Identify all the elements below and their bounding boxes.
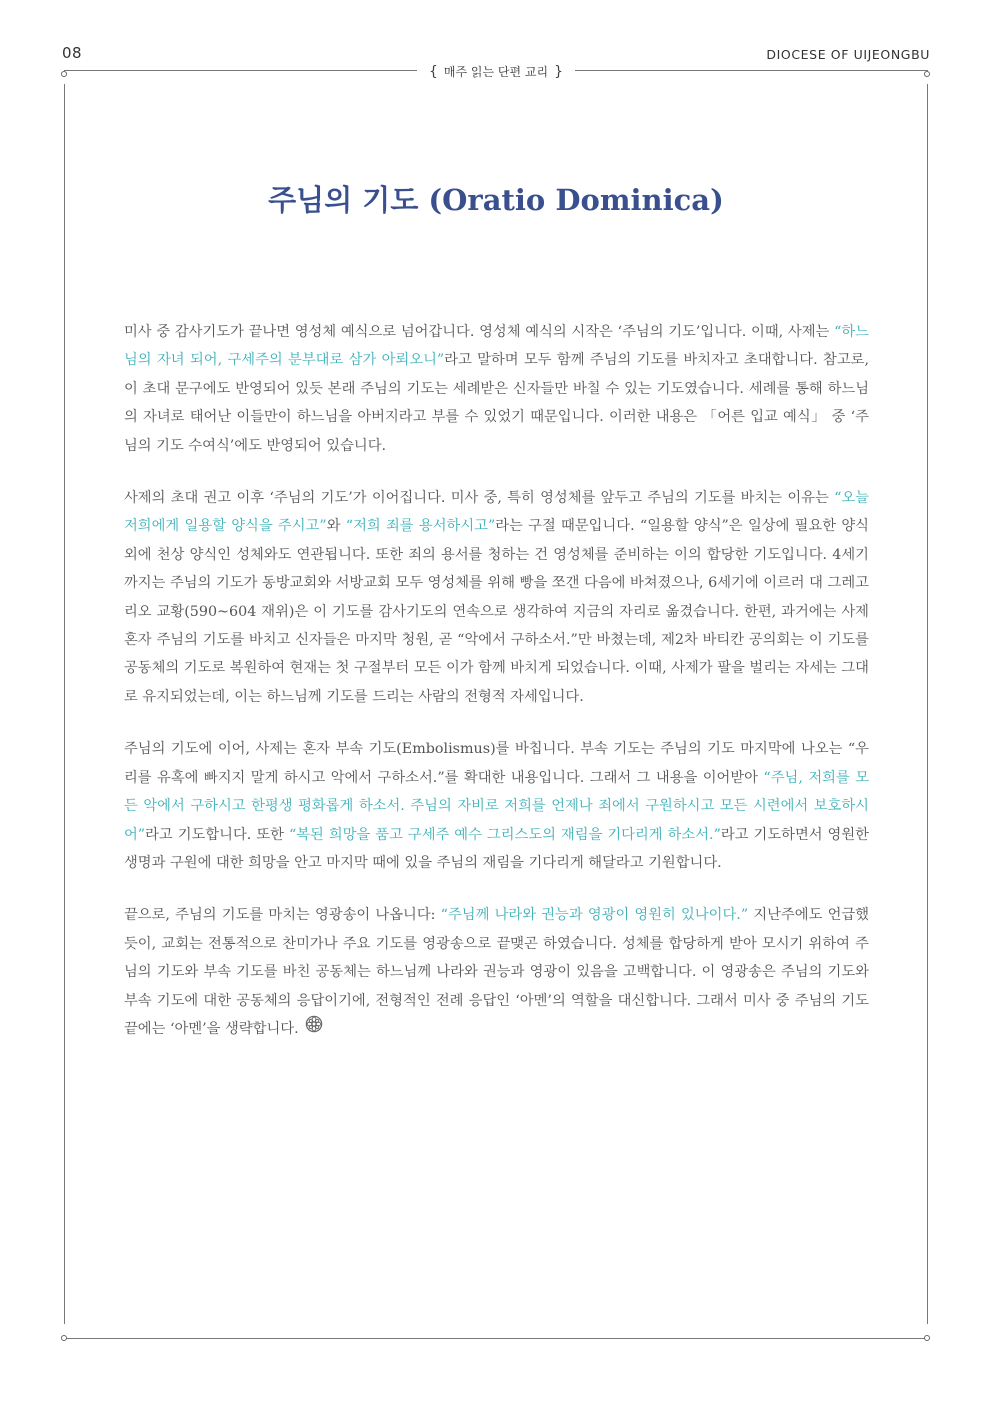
rosette-end-icon — [305, 1015, 323, 1043]
highlight-quote: “주님, 저희를 모든 악에서 구하시고 한평생 평화롭게 하소서. 주님의 자비로 저희를 언제나 죄에서 구원하시고 모든 시련에서 보호하시어” — [124, 769, 869, 843]
text-span: 끝으로, 주님의 기도를 마치는 영광송이 나옵니다: — [124, 907, 441, 924]
series-title: 매주 읽는 단편 교리 — [443, 65, 549, 79]
text-span: 라고 기도합니다. 또한 — [145, 826, 289, 843]
text-span: 지난주에도 언급했듯이, 교회는 전통적으로 찬미가나 주요 기도를 영광송으로 끝맺곤 하였습니다. 성체를 합당하게 받아 모시기 위하여 주님의 기도와 부속 기도를 바친 공동체는 하느님께 나라와 권능과 영광이 있음을 고백합니다. 이 영광송은 주님의 기도와 부속 기도에 대한 공동체의 응답이기에, 전형적인 전례 응답인 ‘아멘’의 역할을 대신합니다. 그래서 미사 중 주님의 기도 끝에는 ‘아멘’을 생략합니다. — [124, 907, 870, 1038]
bottom-rule — [64, 1338, 928, 1339]
text-span: 라고 기도하면서 영원한 생명과 구원에 대한 희망을 안고 마지막 때에 있을 주님의 재림을 기다리게 해달라고 기원합니다. — [124, 826, 869, 871]
brace-left-icon: { — [428, 64, 438, 80]
article-body — [124, 318, 869, 1068]
text-span: 라는 구절 때문입니다. “일용할 양식”은 일상에 필요한 양식 외에 천상 양식인 성체와도 연관됩니다. 또한 죄의 용서를 청하는 건 영성체를 준비하는 이의 합당한 기도입니다. 4세기까지는 주님의 기도가 동방교회와 서방교회 모두 영성체를 위해 빵을 쪼갠 다음에 바쳐졌으나, 6세기에 이르러 대 그레고리오 교황(590~604 재위)은 이 기도를 감사기도의 연속으로 생각하여 지금의 자리로 옮겼습니다. 한편, 과거에는 사제 혼자 주님의 기도를 바치고 신자들은 마지막 청원, 곧 “악에서 구하소서.”만 바쳤는데, 제2차 바티칸 공의회는 이 기도를 공동체의 기도로 복원하여 현재는 첫 구절부터 모든 이가 함께 바치게 되었습니다. 이때, 사제가 팔을 벌리는 자세는 그대로 유지되었는데, 이는 하느님께 기도를 드리는 사람의 전형적 자세입니다. — [124, 518, 869, 705]
page-title: 주님의 기도 (Oratio Dominica) — [268, 183, 724, 217]
text-span: 미사 중 감사기도가 끝나면 영성체 예식으로 넘어갑니다. 영성체 예식의 시작은 ‘주님의 기도’입니다. 이때, 사제는 — [124, 324, 835, 340]
corner-dot-top-right — [924, 71, 930, 77]
text-span: 와 — [326, 518, 346, 535]
left-rule — [64, 84, 65, 1324]
text-span: 사제의 초대 권고 이후 ‘주님의 기도’가 이어집니다. 미사 중, 특히 영성체를 앞두고 주님의 기도를 바치는 이유는 — [124, 490, 835, 507]
paragraph-2 — [124, 484, 869, 711]
highlight-quote: “하느님의 자녀 되어, 구세주의 분부대로 삼가 아뢰오니” — [124, 324, 869, 369]
paragraph-3 — [124, 735, 869, 877]
brace-right-icon: } — [554, 64, 564, 80]
highlight-quote: “저희 죄를 용서하시고” — [345, 518, 496, 535]
highlight-quote: “오늘 저희에게 일용할 양식을 주시고” — [124, 490, 869, 535]
text-span: 주님의 기도에 이어, 사제는 혼자 부속 기도(Embolismus)를 바칩니다. 부속 기도는 주님의 기도 마지막에 나오는 “우리를 유혹에 빠지지 말게 하시고 악에서 구하소서.”를 확대한 내용입니다. 그래서 그 내용을 이어받아 — [124, 741, 869, 786]
diocese-label: DIOCESE OF UIJEONGBU — [766, 47, 930, 62]
corner-dot-bottom-right — [924, 1335, 930, 1341]
page-number: 08 — [62, 44, 83, 62]
paragraph-4 — [124, 901, 869, 1043]
highlight-quote: “주님께 나라와 권능과 영광이 영원히 있나이다.” — [440, 907, 749, 924]
top-rule — [64, 70, 928, 71]
corner-dot-top-left — [61, 71, 67, 77]
corner-dot-bottom-left — [61, 1335, 67, 1341]
text-span: 라고 말하며 모두 함께 주님의 기도를 바치자고 초대합니다. 참고로, 이 초대 문구에도 반영되어 있듯 본래 주님의 기도는 세례받은 신자들만 바칠 수 있는 기도였습니다. 세례를 통해 하느님의 자녀로 태어난 이들만이 하느님을 아버지라고 부를 수 있었기 때문입니다. 이러한 내용은 「어른 입교 예식」 중 ‘주님의 기도 수여식’에도 반영되어 있습니다. — [124, 352, 869, 454]
paragraph-1 — [124, 318, 869, 460]
highlight-quote: “복된 희망을 품고 구세주 예수 그리스도의 재림을 기다리게 하소서.” — [288, 826, 721, 843]
right-rule — [927, 84, 928, 1324]
